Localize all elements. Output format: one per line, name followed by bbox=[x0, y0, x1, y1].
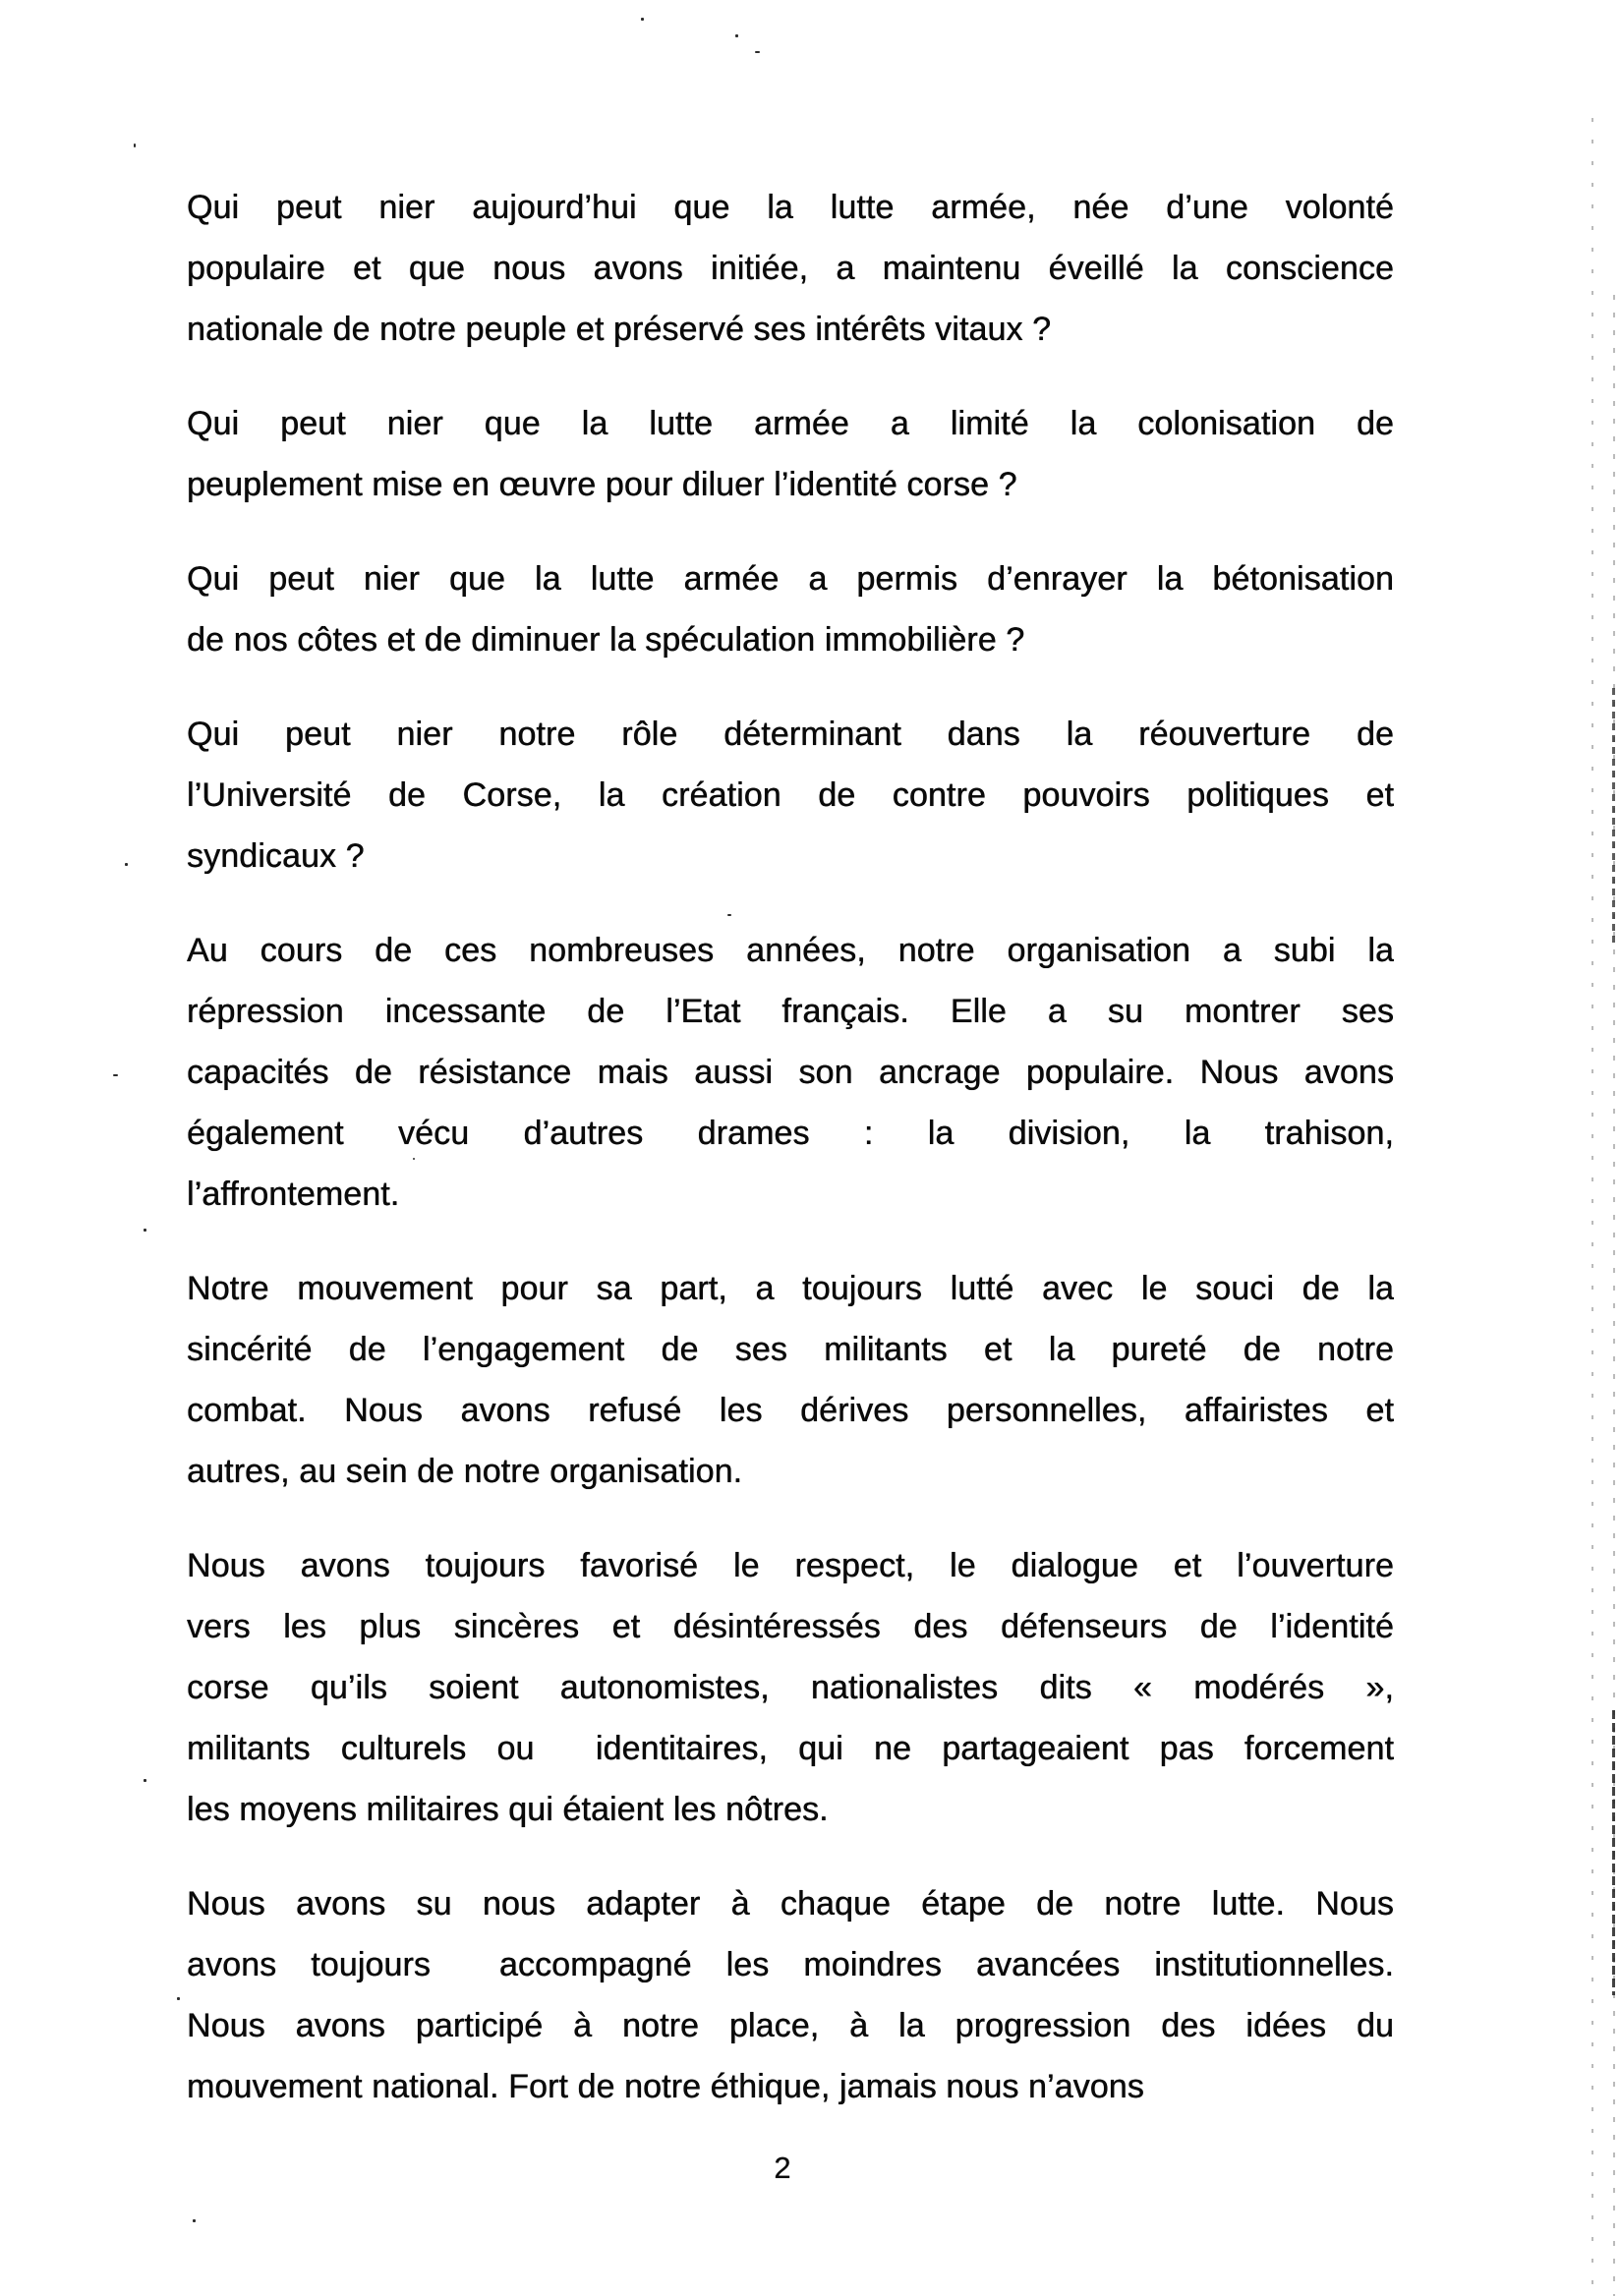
text-line: de nos côtes et de diminuer la spéculation immobilière ? bbox=[187, 621, 1025, 659]
paragraph bbox=[187, 177, 1394, 360]
text-line: avons toujours accompagné les moindres avancées institutionnelles. bbox=[187, 1946, 1394, 1983]
scan-speck bbox=[144, 1229, 146, 1232]
paragraphs bbox=[187, 177, 1394, 2151]
text-line: sincérité de l’engagement de ses militants et la pureté de notre bbox=[187, 1331, 1394, 1368]
scan-speck bbox=[641, 18, 644, 21]
text-line: militants culturels ou identitaires, qui ne partageaient pas forcement bbox=[187, 1730, 1394, 1767]
text-line: corse qu’ils soient autonomistes, nationalistes dits « modérés », bbox=[187, 1669, 1394, 1706]
text-line: autres, au sein de notre organisation. bbox=[187, 1453, 743, 1490]
scan-speck bbox=[144, 1779, 146, 1782]
text-line: l’affrontement. bbox=[187, 1176, 400, 1213]
scan-artifact-line bbox=[1613, 295, 1615, 2296]
paragraph bbox=[187, 1258, 1394, 1502]
text-line: Nous avons participé à notre place, à la progression des idées du bbox=[187, 2007, 1394, 2044]
text-line: Qui peut nier notre rôle déterminant dans la réouverture de bbox=[187, 716, 1394, 753]
scan-speck bbox=[134, 144, 136, 147]
paragraph bbox=[187, 393, 1394, 515]
scan-artifact-line bbox=[1612, 1710, 1615, 1995]
paragraph bbox=[187, 920, 1394, 1225]
text-line: combat. Nous avons refusé les dérives personnelles, affairistes et bbox=[187, 1392, 1394, 1429]
text-line: vers les plus sincères et désintéressés des défenseurs de l’identité bbox=[187, 1608, 1394, 1645]
text-line: Nous avons toujours favorisé le respect, le dialogue et l’ouverture bbox=[187, 1547, 1394, 1584]
scan-speck bbox=[193, 2219, 196, 2222]
text-line: nationale de notre peuple et préservé ses intérêts vitaux ? bbox=[187, 311, 1052, 348]
text-line: Notre mouvement pour sa part, a toujours lutté avec le souci de la bbox=[187, 1270, 1394, 1307]
paragraph bbox=[187, 548, 1394, 670]
text-line: populaire et que nous avons initiée, a maintenu éveillé la conscience bbox=[187, 250, 1394, 287]
paragraph bbox=[187, 1535, 1394, 1840]
text-line: Qui peut nier aujourd’hui que la lutte armée, née d’une volonté bbox=[187, 189, 1394, 226]
text-line: Qui peut nier que la lutte armée a permis d’enrayer la bétonisation bbox=[187, 560, 1394, 598]
text-line: syndicaux ? bbox=[187, 837, 365, 875]
scan-speck bbox=[113, 1074, 118, 1076]
text-line: peuplement mise en œuvre pour diluer l’identité corse ? bbox=[187, 466, 1017, 503]
scan-speck bbox=[755, 51, 760, 53]
text-line: capacités de résistance mais aussi son ancrage populaire. Nous avons bbox=[187, 1054, 1394, 1091]
page-number: 2 bbox=[774, 2151, 791, 2185]
scan-speck bbox=[177, 1997, 180, 2000]
scan-speck bbox=[413, 1158, 415, 1160]
text-line: Nous avons su nous adapter à chaque étape de notre lutte. Nous bbox=[187, 1885, 1394, 1923]
text-line: Au cours de ces nombreuses années, notre organisation a subi la bbox=[187, 932, 1394, 969]
text-line: les moyens militaires qui étaient les nôtres. bbox=[187, 1791, 829, 1828]
scan-artifact-line bbox=[1591, 118, 1593, 2296]
text-line: répression incessante de l’Etat français. Elle a su montrer ses bbox=[187, 993, 1394, 1030]
scan-speck bbox=[727, 914, 731, 916]
scan-speck bbox=[125, 863, 128, 866]
text-line: mouvement national. Fort de notre éthique, jamais nous n’avons bbox=[187, 2068, 1144, 2105]
text-line: l’Université de Corse, la création de contre pouvoirs politiques et bbox=[187, 776, 1394, 814]
text-line: Qui peut nier que la lutte armée a limité la colonisation de bbox=[187, 405, 1394, 442]
text-line: également vécu d’autres drames : la division, la trahison, bbox=[187, 1115, 1394, 1152]
paragraph bbox=[187, 704, 1394, 887]
scan-artifact-line bbox=[1612, 688, 1615, 944]
paragraph bbox=[187, 1873, 1394, 2117]
scan-speck bbox=[735, 34, 738, 37]
